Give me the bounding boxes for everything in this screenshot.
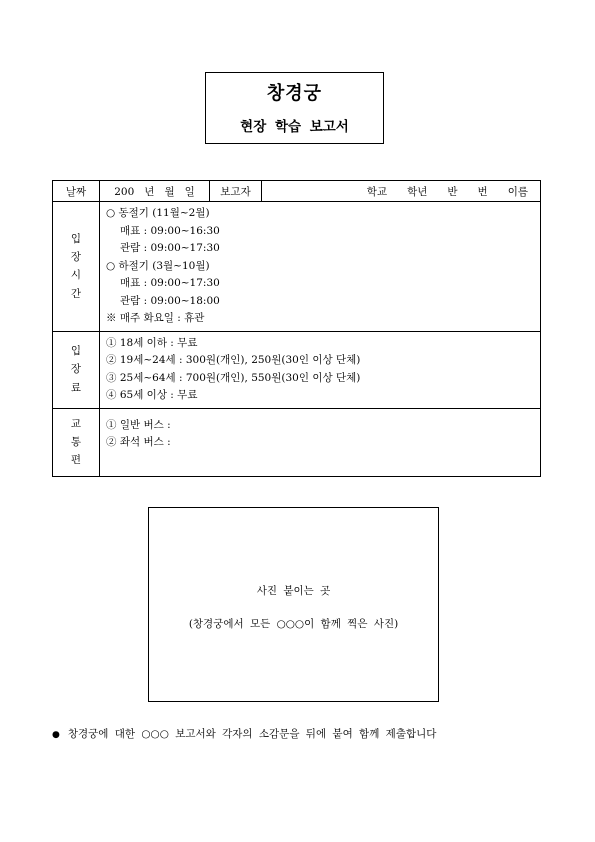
- date-label: 날짜: [53, 181, 100, 202]
- transport-line: ① 일반 버스 :: [106, 418, 171, 431]
- label-char: 료: [70, 381, 82, 394]
- label-char: 편: [70, 454, 82, 467]
- fee-line: ② 19세~24세 : 300원(개인), 250원(30인 이상 단체): [106, 354, 361, 366]
- photo-subtitle: (창경궁에서 모든 ○○○이 함께 찍은 사진): [188, 618, 399, 630]
- transport-content: [100, 408, 541, 476]
- label-char: 교: [70, 417, 82, 430]
- submission-note: [52, 726, 436, 741]
- hours-content: [100, 202, 541, 332]
- note-text: 창경궁에 대한 ○○○ 보고서와 각자의 소감문을 뒤에 붙여 함께 제출합니다: [67, 728, 437, 740]
- title-main: 창경궁: [266, 83, 323, 104]
- hours-line: 관람 : 09:00~18:00: [120, 294, 220, 307]
- reporter-name: 이름: [507, 185, 528, 198]
- title-box: [205, 72, 384, 144]
- hours-line: ※ 매주 화요일 : 휴관: [106, 312, 205, 324]
- fee-line: ① 18세 이하 : 무료: [106, 336, 198, 349]
- hours-line: 매표 : 09:00~16:30: [120, 224, 220, 237]
- hours-line: 관람 : 09:00~17:30: [120, 242, 220, 254]
- transport-label: [53, 408, 100, 476]
- reporter-number: 번: [477, 185, 488, 198]
- date-month-unit: 월: [164, 185, 175, 198]
- hours-row: [53, 202, 541, 332]
- hours-label: [53, 202, 100, 332]
- date-year: 200: [114, 185, 135, 198]
- fee-row: [53, 331, 541, 408]
- transport-line: ② 좌석 버스 :: [106, 436, 171, 448]
- info-table: [52, 180, 541, 477]
- hours-line: ○ 하절기 (3월~10월): [106, 259, 210, 272]
- reporter-school: 학교: [366, 185, 388, 198]
- label-char: 간: [70, 287, 82, 300]
- bullet-icon: ●: [52, 730, 60, 740]
- label-char: 시: [70, 269, 82, 282]
- label-char: 입: [70, 232, 82, 245]
- header-row: [53, 181, 541, 202]
- photo-placeholder-box: [148, 507, 439, 702]
- fee-line: ③ 25세~64세 : 700원(개인), 550원(30인 이상 단체): [106, 371, 361, 384]
- photo-title: 사진 붙이는 곳: [256, 585, 331, 597]
- reporter-grade: 학년: [407, 185, 428, 198]
- date-day-unit: 일: [184, 185, 195, 198]
- reporter-label: 보고자: [210, 181, 262, 202]
- hours-line: 매표 : 09:00~17:30: [120, 277, 220, 289]
- label-char: 통: [70, 435, 82, 448]
- label-char: 장: [70, 363, 82, 376]
- hours-line: ○ 동절기 (11월~2월): [106, 207, 210, 219]
- date-field: [100, 181, 210, 202]
- fee-label: [53, 331, 100, 408]
- transport-row: [53, 408, 541, 476]
- fee-line: ④ 65세 이상 : 무료: [106, 389, 198, 401]
- title-sub: 현장 학습 보고서: [240, 119, 349, 135]
- label-char: 입: [70, 344, 82, 357]
- reporter-class: 반: [447, 185, 458, 198]
- reporter-field: [262, 181, 541, 202]
- date-year-unit: 년: [144, 185, 155, 198]
- label-char: 장: [70, 250, 82, 263]
- fee-content: [100, 331, 541, 408]
